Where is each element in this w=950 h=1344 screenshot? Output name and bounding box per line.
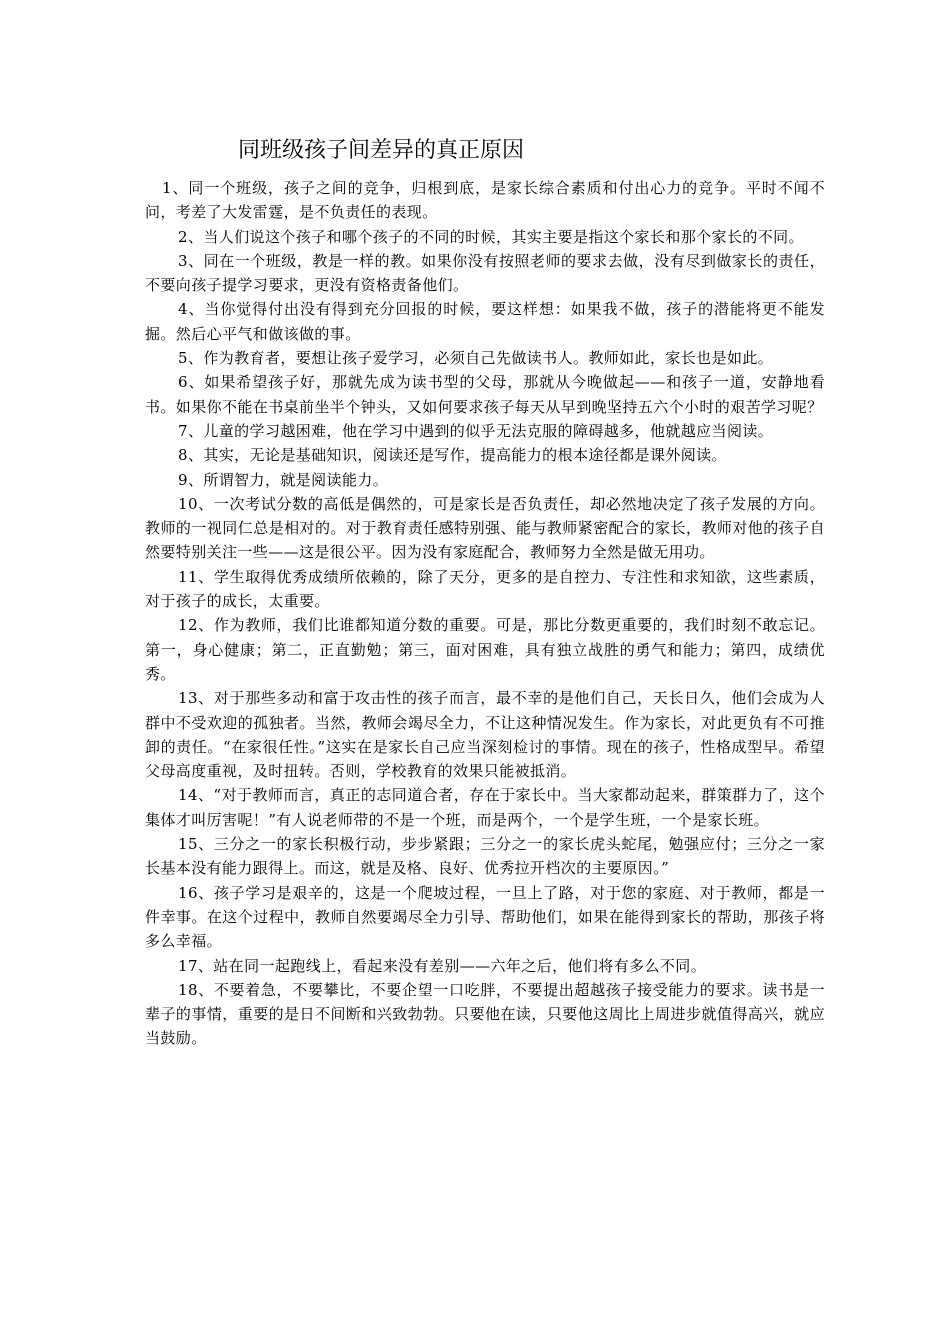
paragraph-7: 7、儿童的学习越困难，他在学习中遇到的似乎无法克服的障碍越多，他就越应当阅读。 <box>178 421 774 440</box>
paragraph-16: 16、孩子学习是艰辛的，这是一个爬坡过程，一旦上了路，对于您的家庭、对于教师，都是一件幸事。在这个过程中，教师自然要竭尽全力引导、帮助他们，如果在能得到家长的帮助，那孩子将多么幸福。 <box>145 883 825 951</box>
paragraph-9: 9、所谓智力，就是阅读能力。 <box>178 470 389 489</box>
paragraph-10: 10、一次考试分数的高低是偶然的，可是家长是否负责任，却必然地决定了孩子发展的方向。教师的一视同仁总是相对的。对于教育责任感特别强、能与教师紧密配合的家长，教师对他的孩子自然要特别关注一些——这是很公平。因为没有家庭配合，教师努力全然是做无用功。 <box>145 494 825 562</box>
paragraph-3: 3、同在一个班级，教是一样的教。如果你没有按照老师的要求去做，没有尽到做家长的责任，不要向孩子提学习要求，更没有资格责备他们。 <box>145 251 825 295</box>
paragraph-12: 12、作为教师，我们比谁都知道分数的重要。可是，那比分数更重要的，我们时刻不敢忘记。第一，身心健康；第二，正直勤勉；第三，面对困难，具有独立战胜的勇气和能力；第四，成绩优秀。 <box>145 616 825 683</box>
paragraph-6: 6、如果希望孩子好，那就先成为读书型的父母，那就从今晚做起——和孩子一道，安静地看书。如果你不能在书桌前坐半个钟头，又如何要求孩子每天从早到晚坚持五六个小时的艰苦学习呢？ <box>145 373 825 416</box>
paragraph-8: 8、其实，无论是基础知识，阅读还是写作，提高能力的根本途径都是课外阅读。 <box>178 446 727 465</box>
paragraph-2: 2、当人们说这个孩子和哪个孩子的不同的时候，其实主要是指这个家长和那个家长的不同。 <box>178 227 804 246</box>
paragraph-5: 5、作为教育者，要想让孩子爱学习，必须自己先做读书人。教师如此，家长也是如此。 <box>178 349 774 368</box>
document-title: 同班级孩子间差异的真正原因 <box>238 138 525 163</box>
paragraph-18: 18、不要着急，不要攀比，不要企望一口吃胖，不要提出超越孩子接受能力的要求。读书是一辈子的事情，重要的是日不间断和兴致勃勃。只要他在读，只要他这周比上周进步就值得高兴，就应当鼓励。 <box>145 980 825 1048</box>
paragraph-14: 14、“对于教师而言，真正的志同道合者，存在于家长中。当大家都动起来，群策群力了，这个集体才叫厉害呢！”有人说老师带的不是一个班，而是两个，一个是学生班，一个是家长班。 <box>145 786 825 829</box>
paragraph-13: 13、对于那些多动和富于攻击性的孩子而言，最不幸的是他们自己，天长日久，他们会成为人群中不受欢迎的孤独者。当然，教师会竭尽全力，不让这种情况发生。作为家长，对此更负有不可推卸的责任。“在家很任性。”这实在是家长自己应当深刻检讨的事情。现在的孩子，性格成型早。希望父母高度重视，及时扭转。否则，学校教育的效果只能被抵消。 <box>145 689 825 781</box>
paragraph-4: 4、当你觉得付出没有得到充分回报的时候，要这样想：如果我不做，孩子的潜能将更不能发掘。然后心平气和做该做的事。 <box>145 300 825 343</box>
paragraph-15: 15、三分之一的家长积极行动，步步紧跟；三分之一的家长虎头蛇尾，勉强应付；三分之一家长基本没有能力跟得上。而这，就是及格、良好、优秀拉开档次的主要原因。” <box>145 835 825 878</box>
paragraph-1: 1、同一个班级，孩子之间的竞争，归根到底，是家长综合素质和付出心力的竞争。平时不闻不问，考差了大发雷霆，是不负责任的表现。 <box>145 179 825 222</box>
paragraph-11: 11、学生取得优秀成绩所依赖的，除了天分，更多的是自控力、专注性和求知欲，这些素质，对于孩子的成长，太重要。 <box>145 567 825 611</box>
document-body <box>145 176 825 1051</box>
paragraph-17: 17、站在同一起跑线上，看起来没有差别——六年之后，他们将有多么不同。 <box>178 956 707 975</box>
